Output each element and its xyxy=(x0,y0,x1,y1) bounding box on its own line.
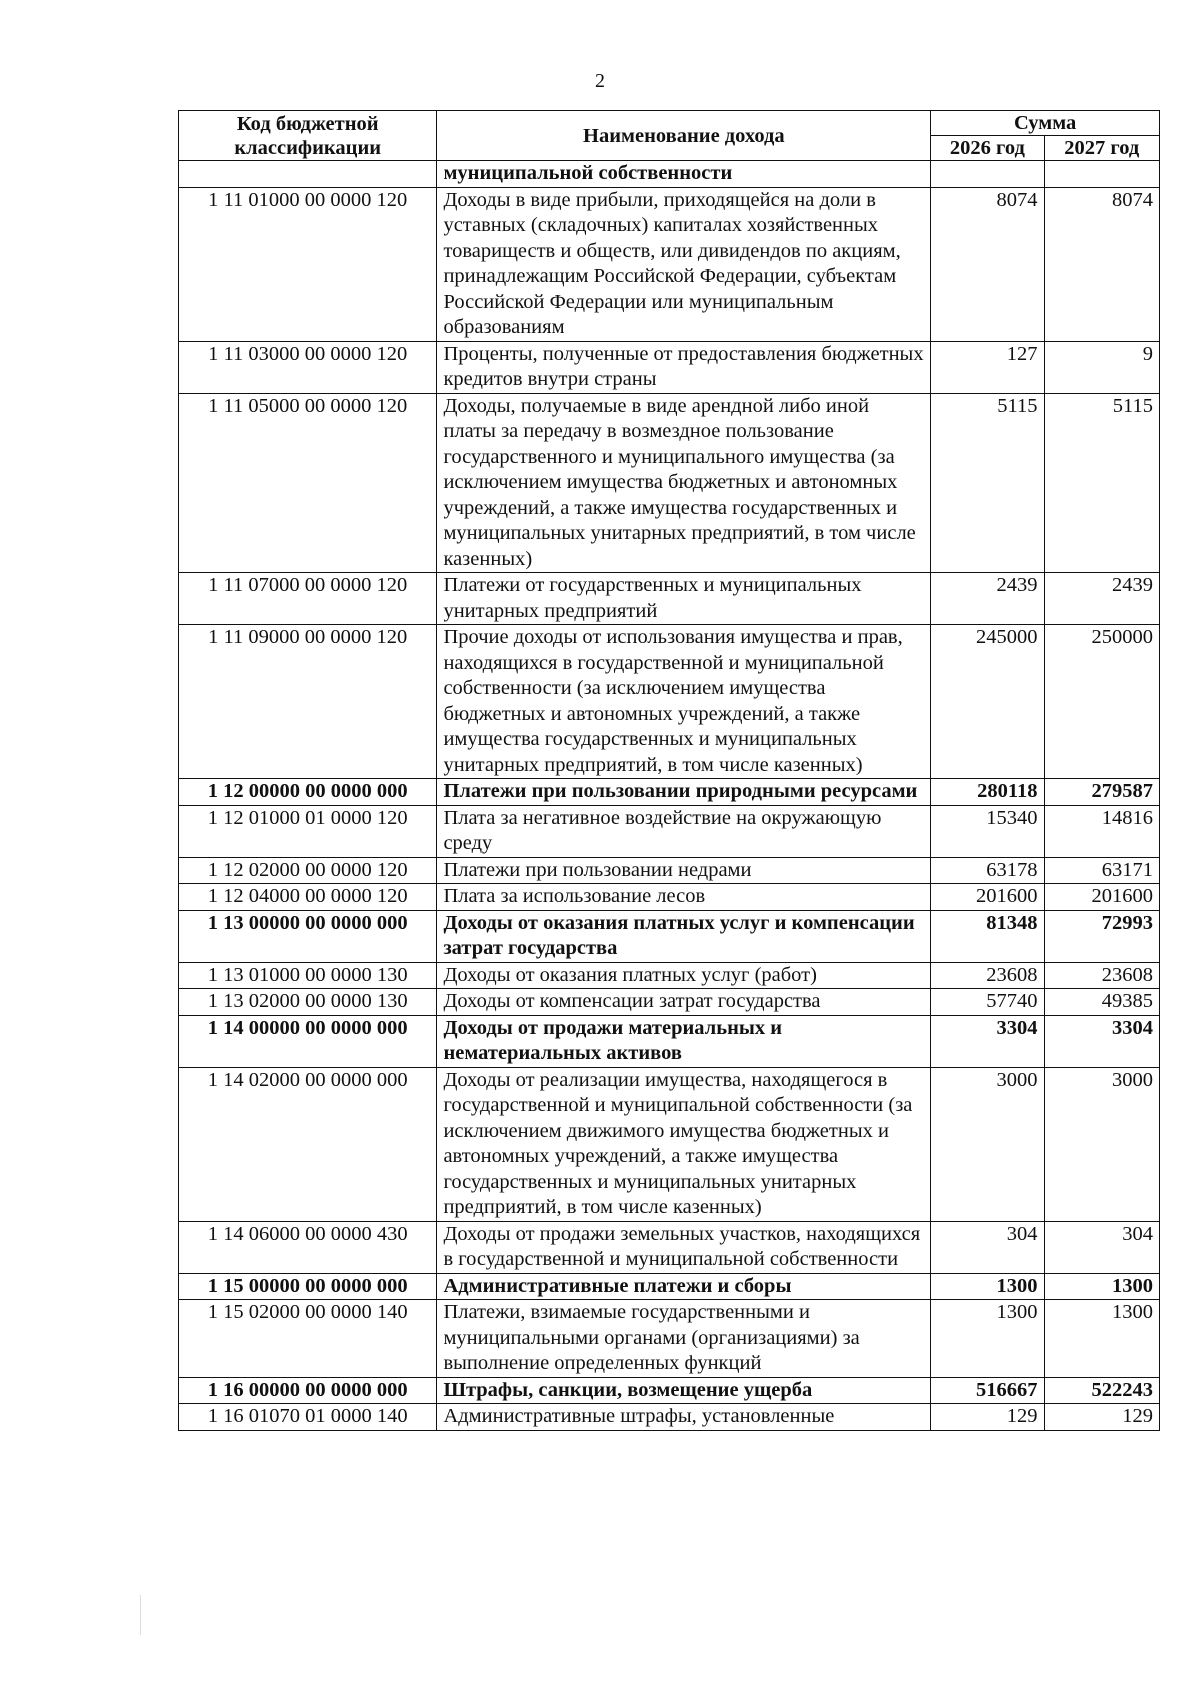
name-cell: Штрафы, санкции, возмещение ущерба xyxy=(437,1377,931,1404)
amount-2027-cell: 201600 xyxy=(1044,884,1160,911)
code-cell: 1 13 00000 00 0000 000 xyxy=(179,910,437,962)
name-cell: Платежи от государственных и муниципальных унитарных предприятий xyxy=(437,573,931,625)
name-cell: муниципальной собственности xyxy=(437,161,931,188)
page-number: 2 xyxy=(595,70,605,92)
code-cell: 1 14 00000 00 0000 000 xyxy=(179,1015,437,1067)
code-cell: 1 11 01000 00 0000 120 xyxy=(179,187,437,341)
table-row xyxy=(179,1015,1160,1067)
amount-2027-cell: 63171 xyxy=(1044,857,1160,884)
name-cell: Прочие доходы от использования имущества и прав, находящихся в государственной и муниципальной собственности (за исключением имущества бюджетных и автономных учреждений, а также имущества государственных и муниципальных унитарных предприятий, в том числе казенных) xyxy=(437,625,931,779)
amount-2027-cell: 250000 xyxy=(1044,625,1160,779)
code-cell: 1 12 00000 00 0000 000 xyxy=(179,779,437,806)
amount-2026-cell: 57740 xyxy=(931,989,1044,1016)
code-cell: 1 11 09000 00 0000 120 xyxy=(179,625,437,779)
code-cell: 1 12 04000 00 0000 120 xyxy=(179,884,437,911)
amount-2027-cell: 1300 xyxy=(1044,1273,1160,1300)
header-sum: Сумма xyxy=(931,111,1160,136)
code-cell xyxy=(179,161,437,188)
table-header xyxy=(179,111,1160,161)
name-cell: Проценты, полученные от предоставления бюджетных кредитов внутри страны xyxy=(437,341,931,393)
name-cell: Доходы от продажи материальных и нематериальных активов xyxy=(437,1015,931,1067)
budget-revenue-table xyxy=(178,110,1160,1431)
amount-2026-cell: 304 xyxy=(931,1221,1044,1273)
table-row xyxy=(179,187,1160,341)
name-cell: Доходы от оказания платных услуг (работ) xyxy=(437,962,931,989)
amount-2027-cell: 522243 xyxy=(1044,1377,1160,1404)
amount-2026-cell: 5115 xyxy=(931,393,1044,573)
name-cell: Плата за негативное воздействие на окружающую среду xyxy=(437,805,931,857)
code-cell: 1 12 01000 01 0000 120 xyxy=(179,805,437,857)
amount-2026-cell: 127 xyxy=(931,341,1044,393)
amount-2026-cell: 245000 xyxy=(931,625,1044,779)
header-year-2026: 2026 год xyxy=(931,136,1044,161)
code-cell: 1 15 02000 00 0000 140 xyxy=(179,1300,437,1378)
table-row xyxy=(179,393,1160,573)
amount-2027-cell: 14816 xyxy=(1044,805,1160,857)
table-row xyxy=(179,857,1160,884)
table-row xyxy=(179,1300,1160,1378)
table-row xyxy=(179,910,1160,962)
amount-2027-cell: 304 xyxy=(1044,1221,1160,1273)
header-year-2027: 2027 год xyxy=(1044,136,1160,161)
code-cell: 1 11 05000 00 0000 120 xyxy=(179,393,437,573)
amount-2026-cell: 81348 xyxy=(931,910,1044,962)
amount-2026-cell: 15340 xyxy=(931,805,1044,857)
table-row xyxy=(179,1404,1160,1431)
amount-2026-cell: 1300 xyxy=(931,1273,1044,1300)
name-cell: Платежи при пользовании природными ресурсами xyxy=(437,779,931,806)
amount-2027-cell: 72993 xyxy=(1044,910,1160,962)
amount-2026-cell: 2439 xyxy=(931,573,1044,625)
table-row xyxy=(179,341,1160,393)
amount-2026-cell: 3000 xyxy=(931,1067,1044,1221)
amount-2027-cell xyxy=(1044,161,1160,188)
amount-2027-cell: 23608 xyxy=(1044,962,1160,989)
code-cell: 1 13 01000 00 0000 130 xyxy=(179,962,437,989)
amount-2027-cell: 8074 xyxy=(1044,187,1160,341)
amount-2026-cell: 1300 xyxy=(931,1300,1044,1378)
table-row xyxy=(179,805,1160,857)
code-cell: 1 14 02000 00 0000 000 xyxy=(179,1067,437,1221)
amount-2026-cell xyxy=(931,161,1044,188)
code-cell: 1 14 06000 00 0000 430 xyxy=(179,1221,437,1273)
code-cell: 1 12 02000 00 0000 120 xyxy=(179,857,437,884)
name-cell: Доходы в виде прибыли, приходящейся на доли в уставных (складочных) капиталах хозяйственных товариществ и обществ, или дивидендов по акциям, принадлежащим Российской Федерации, субъектам Российской Федерации или муниципальным образованиям xyxy=(437,187,931,341)
name-cell: Административные платежи и сборы xyxy=(437,1273,931,1300)
amount-2027-cell: 129 xyxy=(1044,1404,1160,1431)
header-name: Наименование дохода xyxy=(437,111,931,161)
table-row xyxy=(179,573,1160,625)
amount-2026-cell: 129 xyxy=(931,1404,1044,1431)
name-cell: Доходы от компенсации затрат государства xyxy=(437,989,931,1016)
amount-2027-cell: 279587 xyxy=(1044,779,1160,806)
scan-artifact xyxy=(140,1595,141,1635)
table-row xyxy=(179,1273,1160,1300)
table-row xyxy=(179,1377,1160,1404)
code-cell: 1 16 00000 00 0000 000 xyxy=(179,1377,437,1404)
table-row xyxy=(179,1221,1160,1273)
table-row xyxy=(179,1067,1160,1221)
name-cell: Административные штрафы, установленные xyxy=(437,1404,931,1431)
table-row xyxy=(179,989,1160,1016)
code-cell: 1 16 01070 01 0000 140 xyxy=(179,1404,437,1431)
amount-2026-cell: 516667 xyxy=(931,1377,1044,1404)
name-cell: Доходы от реализации имущества, находящегося в государственной и муниципальной собственности (за исключением движимого имущества бюджетных и автономных учреждений, а также имущества государственных и муниципальных унитарных предприятий, в том числе казенных) xyxy=(437,1067,931,1221)
amount-2027-cell: 5115 xyxy=(1044,393,1160,573)
amount-2026-cell: 280118 xyxy=(931,779,1044,806)
code-cell: 1 11 07000 00 0000 120 xyxy=(179,573,437,625)
name-cell: Платежи, взимаемые государственными и муниципальными органами (организациями) за выполнение определенных функций xyxy=(437,1300,931,1378)
amount-2026-cell: 3304 xyxy=(931,1015,1044,1067)
table-row xyxy=(179,625,1160,779)
table-row xyxy=(179,779,1160,806)
code-cell: 1 13 02000 00 0000 130 xyxy=(179,989,437,1016)
name-cell: Платежи при пользовании недрами xyxy=(437,857,931,884)
name-cell: Доходы от оказания платных услуг и компенсации затрат государства xyxy=(437,910,931,962)
amount-2027-cell: 9 xyxy=(1044,341,1160,393)
table-row xyxy=(179,962,1160,989)
amount-2027-cell: 3000 xyxy=(1044,1067,1160,1221)
table-row xyxy=(179,161,1160,188)
table-body xyxy=(179,161,1160,1431)
header-code: Код бюджетной классификации xyxy=(179,111,437,161)
code-cell: 1 11 03000 00 0000 120 xyxy=(179,341,437,393)
name-cell: Плата за использование лесов xyxy=(437,884,931,911)
code-cell: 1 15 00000 00 0000 000 xyxy=(179,1273,437,1300)
amount-2026-cell: 63178 xyxy=(931,857,1044,884)
amount-2026-cell: 8074 xyxy=(931,187,1044,341)
amount-2026-cell: 201600 xyxy=(931,884,1044,911)
name-cell: Доходы, получаемые в виде арендной либо иной платы за передачу в возмездное пользование государственного и муниципального имущества (за исключением имущества бюджетных и автономных учреждений, а также имущества государственных и муниципальных унитарных предприятий, в том числе казенных) xyxy=(437,393,931,573)
table-row xyxy=(179,884,1160,911)
amount-2027-cell: 3304 xyxy=(1044,1015,1160,1067)
amount-2026-cell: 23608 xyxy=(931,962,1044,989)
amount-2027-cell: 49385 xyxy=(1044,989,1160,1016)
amount-2027-cell: 1300 xyxy=(1044,1300,1160,1378)
name-cell: Доходы от продажи земельных участков, находящихся в государственной и муниципальной собственности xyxy=(437,1221,931,1273)
amount-2027-cell: 2439 xyxy=(1044,573,1160,625)
